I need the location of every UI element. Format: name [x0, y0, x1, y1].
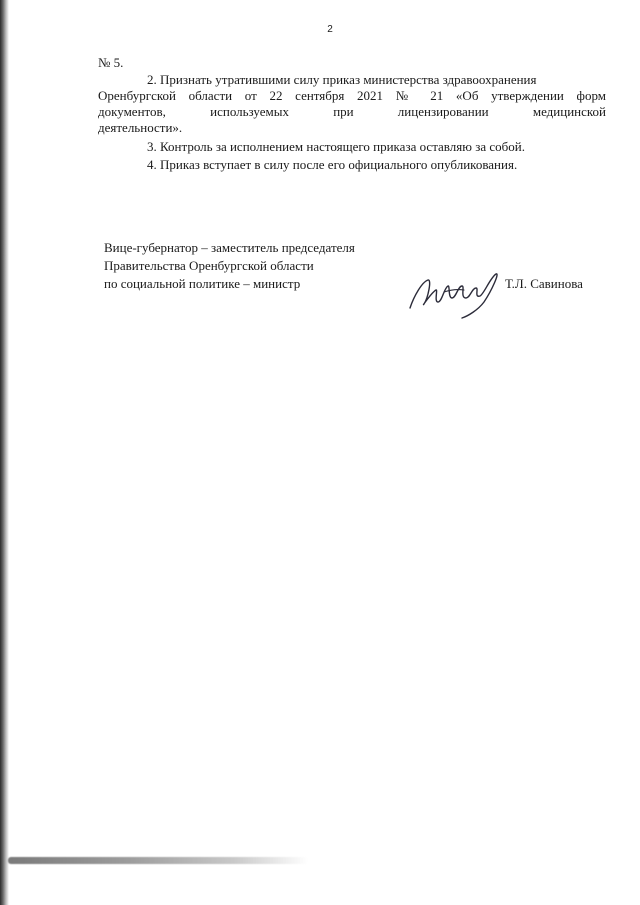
item-3-text: 3. Контроль за исполнением настоящего приказа оставляю за собой.: [147, 139, 525, 154]
item-2-line-3: документов, используемых при лицензировании медицинской: [98, 104, 606, 119]
item-4-text: 4. Приказ вступает в силу после его официального опубликования.: [147, 157, 518, 172]
signatory-position-line-3: по социальной политике – министр: [104, 276, 301, 291]
item-2-line-4: деятельности».: [98, 120, 183, 135]
item-2-line-2: Оренбургской области от 22 сентября 2021 № 21 «Об утверждении форм: [98, 88, 606, 103]
signatory-position-line-1: Вице-губернатор – заместитель председателя: [104, 240, 355, 255]
item-2-line-1: 2. Признать утратившими силу приказ министерства здравоохранения: [147, 72, 537, 87]
scan-edge-bottom: [8, 857, 308, 864]
scan-edge-left: [0, 0, 9, 905]
signatory-name: Т.Л. Савинова: [505, 276, 583, 291]
continuation-text: № 5.: [98, 55, 124, 70]
page-number: 2: [327, 24, 333, 35]
handwritten-signature: [404, 268, 504, 320]
signatory-position-line-2: Правительства Оренбургской области: [104, 258, 314, 273]
